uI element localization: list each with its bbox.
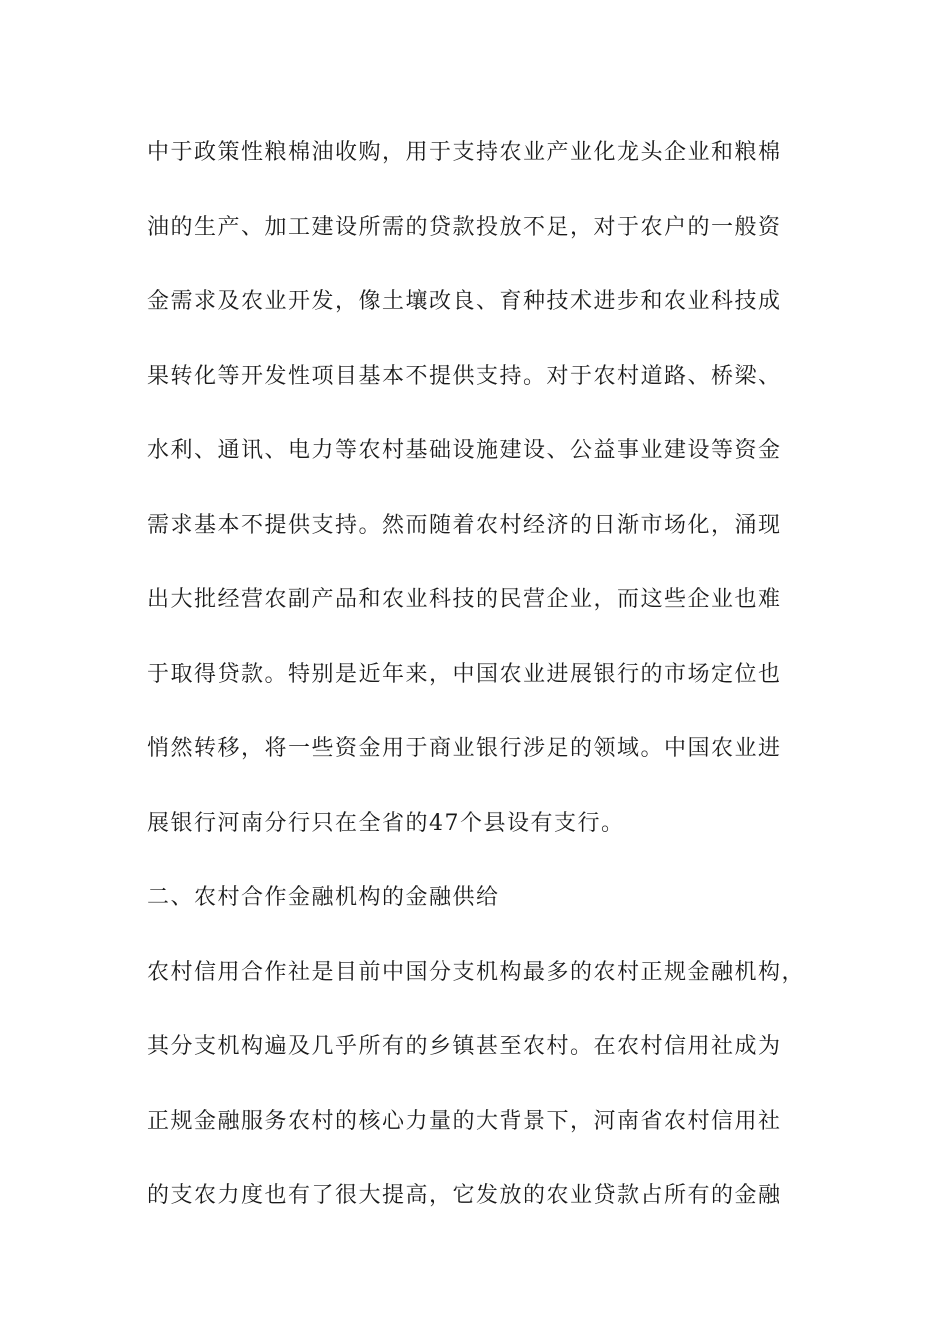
body-text (147, 133, 827, 1251)
section-heading: 二、农村合作金融机构的金融供给 (147, 885, 500, 910)
text-line-4: 果转化等开发性项目基本不提供支持。对于农村道路、桥梁、 (147, 363, 782, 389)
text-line-13: 其分支机构遍及几乎所有的乡镇甚至农村。在农村信用社成为 (147, 1034, 782, 1059)
text-line-2: 油的生产、加工建设所需的贷款投放不足，对于农户的一般资 (147, 214, 782, 240)
text-line-10: 展银行河南分行只在全省的47个县设有支行。 (147, 810, 625, 836)
text-line-5: 水利、通讯、电力等农村基础设施建设、公益事业建设等资金 (147, 438, 782, 463)
text-line-14: 正规金融服务农村的核心力量的大背景下，河南省农村信用社 (147, 1108, 782, 1134)
text-line-15: 的支农力度也有了很大提高，它发放的农业贷款占所有的金融 (147, 1183, 782, 1208)
text-line-3: 金需求及农业开发，像土壤改良、育种技术进步和农业科技成 (147, 289, 782, 314)
text-line-1: 中于政策性粮棉油收购，用于支持农业产业化龙头企业和粮棉 (147, 140, 782, 165)
text-line-8: 于取得贷款。特别是近年来，中国农业进展银行的市场定位也 (147, 661, 782, 687)
text-line-7: 出大批经营农副产品和农业科技的民营企业，而这些企业也难 (147, 587, 782, 612)
text-line-9: 悄然转移，将一些资金用于商业银行涉足的领域。中国农业进 (147, 736, 782, 761)
text-line-6: 需求基本不提供支持。然而随着农村经济的日渐市场化，涌现 (147, 512, 782, 538)
text-line-12: 农村信用合作社是目前中国分支机构最多的农村正规金融机构， (147, 959, 806, 985)
